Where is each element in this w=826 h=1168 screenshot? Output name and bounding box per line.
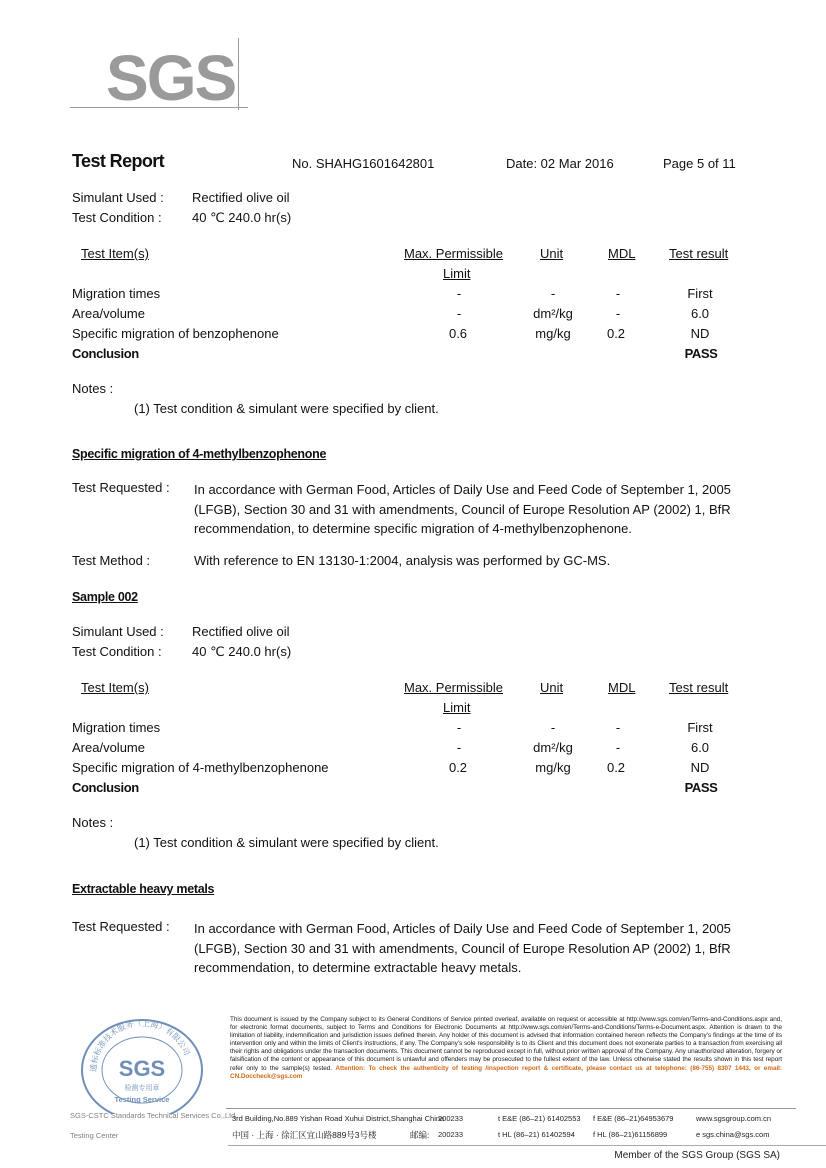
footer-disclaimer [230, 1016, 782, 1081]
cell-limit: - [456, 286, 462, 301]
col-header-unit: Unit [540, 680, 564, 695]
condition-value: 40 ℃ 240.0 hr(s) [192, 644, 292, 659]
condition-label: Test Condition : [72, 644, 162, 659]
section-title: Specific migration of 4-methylbenzophenone [72, 447, 327, 461]
paragraph-line: In accordance with German Food, Articles of Daily Use and Feed Code of September 1, 2005 [194, 921, 731, 936]
member-line: Member of the SGS Group (SGS SA) [614, 1150, 780, 1161]
col-header-test-result: Test result [669, 680, 729, 695]
stamp-testing-center: Testing Center [70, 1131, 119, 1140]
simulant-value: Rectified olive oil [192, 624, 290, 639]
conclusion-value: PASS [684, 780, 718, 795]
disclaimer-text: This document is issued by the Company subject to its General Conditions of Service printed overleaf, available on request or accessible at http://www.sgs.com/en/Terms-and-Conditions.aspx and, for electronic format documents, subject to Terms and Conditions for Electronic Documents at http://www.sgs.com/en/Terms-and-Conditions/Terms-e-Document.aspx. Attention is drawn to the limitation of liability, indemnification and jurisdiction issues defined therein. Any holder of this document is advised that information contained hereon reflects the Company's findings at the time of its intervention only and within the limits of Client's instructions, if any. The Company's sole responsibility is to its Client and this document does not exonerate parties to a transaction from exercising all their rights and obligations under the transaction documents. This document cannot be reproduced except in full, without prior written approval of the Company. Any unauthorized alteration, forgery or falsification of the content or appearance of this document is unlawful and offenders may be prosecuted to the fullest extent of the law. Unless otherwise stated the results shown in this test report refer only to the sample(s) tested. [230, 1016, 782, 1072]
cell-result: ND [690, 760, 710, 775]
cell-limit: - [456, 720, 462, 735]
cell-result: First [687, 286, 713, 301]
cell-limit: - [456, 740, 462, 755]
col-header-test-result: Test result [669, 246, 729, 261]
paragraph-line: recommendation, to determine extractable heavy metals. [194, 960, 522, 975]
note-item: (1) Test condition & simulant were specified by client. [134, 835, 439, 850]
cell-mdl: 0.2 [606, 760, 626, 775]
notes-label: Notes : [72, 815, 114, 830]
cell-mdl: - [615, 740, 621, 755]
test-requested-label: Test Requested : [72, 919, 170, 934]
tel-ee: t E&E (86–21) 61402553 [498, 1114, 581, 1123]
col-header-mdl: MDL [608, 680, 636, 695]
col-header-limit: Limit [443, 700, 471, 715]
cell-item: Area/volume [72, 740, 145, 755]
note-item: (1) Test condition & simulant were specified by client. [134, 401, 439, 416]
website[interactable]: www.sgsgroup.com.cn [696, 1114, 772, 1123]
paragraph-line: (LFGB), Section 30 and 31 with amendments, Council of Europe Resolution AP (2002) 1, BfR [194, 940, 731, 956]
notes-label: Notes : [72, 381, 114, 396]
cell-mdl: - [615, 286, 621, 301]
test-requested-text [194, 480, 774, 539]
simulant-label: Simulant Used : [72, 190, 164, 205]
cell-item: Migration times [72, 720, 161, 735]
col-header-max-permissible: Max. Permissible [404, 246, 503, 261]
report-number: No. SHAHG1601642801 [292, 156, 435, 171]
cell-unit: mg/kg [535, 760, 571, 775]
footer-divider [226, 1108, 796, 1109]
cell-limit: 0.6 [448, 326, 468, 341]
footer-bottom-rule [228, 1145, 826, 1146]
cell-result: ND [690, 326, 710, 341]
test-requested-text [194, 919, 774, 978]
cell-result: 6.0 [690, 740, 710, 755]
report-title: Test Report [72, 151, 165, 171]
cell-mdl: 0.2 [606, 326, 626, 341]
fax-hl: f HL (86–21)61156899 [593, 1130, 668, 1139]
fax-ee: f E&E (86–21)64953679 [593, 1114, 674, 1123]
test-method-value: With reference to EN 13130-1:2004, analysis was performed by GC-MS. [194, 553, 611, 568]
paragraph-line: recommendation, to determine specific migration of 4-methylbenzophenone. [194, 521, 632, 536]
report-date: Date: 02 Mar 2016 [506, 156, 614, 171]
test-requested-label: Test Requested : [72, 480, 170, 495]
stamp-company-line [70, 1111, 237, 1140]
sample-title: Sample 002 [72, 590, 138, 604]
cell-unit: dm²/kg [533, 306, 573, 321]
address-cn: 中国 · 上海 · 徐汇区宜山路889号3号楼 [232, 1130, 377, 1140]
stamp-en-label: Testing Service [114, 1095, 170, 1104]
col-header-test-items: Test Item(s) [81, 680, 149, 695]
col-header-test-items: Test Item(s) [81, 246, 149, 261]
stamp-company-name: SGS-CSTC Standards Technical Services Co.,Ltd. [70, 1111, 238, 1120]
conclusion-label: Conclusion [72, 780, 139, 795]
logo-text: SGS [106, 42, 236, 114]
cell-unit: - [550, 286, 556, 301]
cell-unit: - [550, 720, 556, 735]
address-en: 3rd Building,No.889 Yishan Road Xuhui District,Shanghai China [232, 1114, 445, 1123]
cell-item: Specific migration of 4-methylbenzophenone [72, 760, 329, 775]
cell-result: 6.0 [690, 306, 710, 321]
simulant-label: Simulant Used : [72, 624, 164, 639]
logo-vertical-rule [238, 38, 239, 110]
conclusion-label: Conclusion [72, 346, 139, 361]
tel-hl: t HL (86–21) 61402594 [498, 1130, 575, 1139]
cell-unit: mg/kg [535, 326, 571, 341]
attention-text: Attention: To check the authenticity of testing /inspection report & certificate, please contact us at telephone: (86-755) 8307 1443, or email: CN.Doccheck@sgs.com [230, 1064, 782, 1080]
col-header-max-permissible: Max. Permissible [404, 680, 503, 695]
cell-item: Area/volume [72, 306, 145, 321]
cell-unit: dm²/kg [533, 740, 573, 755]
col-header-unit: Unit [540, 246, 564, 261]
cell-item: Specific migration of benzophenone [72, 326, 279, 341]
sgs-logo [70, 38, 250, 118]
cell-result: First [687, 720, 713, 735]
paragraph-line: In accordance with German Food, Articles of Daily Use and Feed Code of September 1, 2005 [194, 482, 731, 497]
cell-mdl: - [615, 306, 621, 321]
page-number: Page 5 of 11 [663, 156, 736, 171]
cell-limit: - [456, 306, 462, 321]
condition-value: 40 ℃ 240.0 hr(s) [192, 210, 292, 225]
conclusion-value: PASS [684, 346, 718, 361]
section-title: Extractable heavy metals [72, 882, 215, 896]
zip-cn-label: 邮编: [410, 1130, 430, 1140]
paragraph-line: (LFGB), Section 30 and 31 with amendments, Council of Europe Resolution AP (2002) 1, BfR [194, 501, 731, 517]
zip-en: 200233 [438, 1114, 464, 1123]
cell-limit: 0.2 [448, 760, 468, 775]
col-header-mdl: MDL [608, 246, 636, 261]
simulant-value: Rectified olive oil [192, 190, 290, 205]
cell-mdl: - [615, 720, 621, 735]
condition-label: Test Condition : [72, 210, 162, 225]
stamp-logo: SGS [118, 1056, 166, 1081]
stamp-ring-text: 通标标准技术服务（上海）有限公司 [88, 1018, 192, 1073]
test-method-label: Test Method : [72, 553, 151, 568]
stamp-cn-label: 检测专用章 [124, 1084, 160, 1092]
zip-cn: 200233 [438, 1130, 464, 1139]
col-header-limit: Limit [443, 266, 471, 281]
cell-item: Migration times [72, 286, 161, 301]
testing-service-stamp [72, 1012, 212, 1114]
email[interactable]: e sgs.china@sgs.com [696, 1130, 770, 1139]
